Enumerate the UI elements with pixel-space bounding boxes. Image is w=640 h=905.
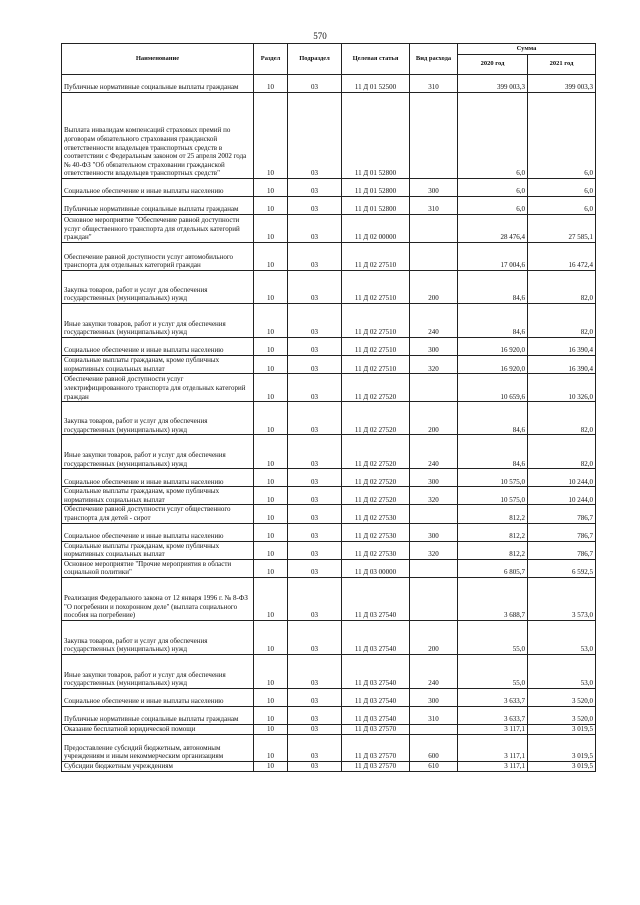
table-row (62, 654, 596, 688)
cell-name: Закупка товаров, работ и услуг для обеспечения государственных (муниципальных) нужд (62, 271, 254, 304)
cell-statya: 11 Д 02 27510 (342, 338, 410, 356)
cell-y1: 17 004,6 (458, 243, 528, 271)
cell-podrazdel: 03 (288, 402, 342, 435)
cell-name: Публичные нормативные социальные выплаты гражданам (62, 197, 254, 215)
cell-razdel: 10 (254, 356, 288, 374)
cell-razdel: 10 (254, 541, 288, 559)
cell-podrazdel: 03 (288, 75, 342, 93)
cell-razdel: 10 (254, 559, 288, 577)
cell-vid (410, 724, 458, 734)
cell-razdel: 10 (254, 304, 288, 338)
header-year-2020: 2020 год (458, 55, 528, 75)
cell-statya: 11 Д 02 00000 (342, 215, 410, 243)
cell-podrazdel: 03 (288, 654, 342, 688)
cell-y2: 16 390,4 (528, 338, 596, 356)
cell-vid (410, 243, 458, 271)
cell-name: Обеспечение равной доступности услуг автомобильного транспорта для отдельных категорий граждан (62, 243, 254, 271)
cell-podrazdel: 03 (288, 356, 342, 374)
cell-y1: 6,0 (458, 93, 528, 179)
table-row (62, 356, 596, 374)
cell-name: Публичные нормативные социальные выплаты гражданам (62, 75, 254, 93)
table-row (62, 243, 596, 271)
cell-y2: 6,0 (528, 197, 596, 215)
cell-vid (410, 93, 458, 179)
table-row (62, 374, 596, 402)
cell-podrazdel: 03 (288, 179, 342, 197)
table-row (62, 402, 596, 435)
cell-y1: 3 117,1 (458, 761, 528, 771)
table-row (62, 304, 596, 338)
cell-podrazdel: 03 (288, 93, 342, 179)
cell-razdel: 10 (254, 688, 288, 706)
cell-name: Обеспечение равной доступности услуг электрифицированного транспорта для отдельных категорий граждан (62, 374, 254, 402)
cell-statya: 11 Д 03 27540 (342, 706, 410, 724)
cell-razdel: 10 (254, 523, 288, 541)
cell-podrazdel: 03 (288, 724, 342, 734)
cell-vid (410, 374, 458, 402)
cell-podrazdel: 03 (288, 706, 342, 724)
table-row (62, 706, 596, 724)
cell-y1: 3 117,1 (458, 734, 528, 761)
cell-name: Выплата инвалидам компенсаций страховых премий по договорам обязательного страхования гражданской ответственности владельцев транспортных средств в соответствии с Федеральным законом от 25 апреля 2002 года № 40-ФЗ "Об обязательном страховании гражданской ответственности владельцев транспортных средств" (62, 93, 254, 179)
cell-name: Иные закупки товаров, работ и услуг для обеспечения государственных (муниципальных) нужд (62, 654, 254, 688)
cell-podrazdel: 03 (288, 469, 342, 487)
cell-statya: 11 Д 01 52800 (342, 93, 410, 179)
cell-y1: 399 003,3 (458, 75, 528, 93)
cell-statya: 11 Д 03 00000 (342, 559, 410, 577)
cell-razdel: 10 (254, 734, 288, 761)
header-year-2021: 2021 год (528, 55, 596, 75)
table-row (62, 435, 596, 469)
cell-y1: 6,0 (458, 197, 528, 215)
cell-razdel: 10 (254, 243, 288, 271)
cell-statya: 11 Д 03 27570 (342, 724, 410, 734)
cell-name: Основное мероприятие "Прочие мероприятия в области социальной политики" (62, 559, 254, 577)
cell-razdel: 10 (254, 706, 288, 724)
cell-y1: 812,2 (458, 505, 528, 523)
cell-razdel: 10 (254, 179, 288, 197)
cell-name: Социальное обеспечение и иные выплаты населению (62, 338, 254, 356)
cell-y2: 3 019,5 (528, 734, 596, 761)
cell-vid: 310 (410, 197, 458, 215)
cell-statya: 11 Д 02 27520 (342, 487, 410, 505)
cell-razdel: 10 (254, 761, 288, 771)
cell-y1: 84,6 (458, 271, 528, 304)
cell-statya: 11 Д 03 27540 (342, 654, 410, 688)
cell-razdel: 10 (254, 654, 288, 688)
table-row (62, 197, 596, 215)
cell-vid: 610 (410, 761, 458, 771)
cell-y1: 10 575,0 (458, 487, 528, 505)
cell-statya: 11 Д 03 27570 (342, 761, 410, 771)
cell-razdel: 10 (254, 620, 288, 654)
cell-vid (410, 215, 458, 243)
table-row (62, 559, 596, 577)
cell-vid: 200 (410, 271, 458, 304)
header-statya: Целевая статья (342, 44, 410, 75)
cell-podrazdel: 03 (288, 559, 342, 577)
cell-y1: 55,0 (458, 654, 528, 688)
cell-razdel: 10 (254, 469, 288, 487)
cell-y2: 399 003,3 (528, 75, 596, 93)
cell-statya: 11 Д 03 27570 (342, 734, 410, 761)
cell-name: Предоставление субсидий бюджетным, автономным учреждениям и иным некоммерческим организациям (62, 734, 254, 761)
cell-statya: 11 Д 02 27520 (342, 435, 410, 469)
cell-podrazdel: 03 (288, 688, 342, 706)
cell-name: Социальные выплаты гражданам, кроме публичных нормативных социальных выплат (62, 541, 254, 559)
cell-name: Публичные нормативные социальные выплаты гражданам (62, 706, 254, 724)
table-row (62, 761, 596, 771)
cell-y2: 6,0 (528, 93, 596, 179)
table-header (62, 44, 596, 75)
cell-name: Иные закупки товаров, работ и услуг для обеспечения государственных (муниципальных) нужд (62, 304, 254, 338)
cell-name: Субсидии бюджетным учреждениям (62, 761, 254, 771)
header-podrazdel: Подраздел (288, 44, 342, 75)
cell-vid: 200 (410, 620, 458, 654)
cell-name: Закупка товаров, работ и услуг для обеспечения государственных (муниципальных) нужд (62, 620, 254, 654)
cell-vid (410, 505, 458, 523)
table-row (62, 215, 596, 243)
cell-y1: 3 688,7 (458, 577, 528, 620)
cell-vid: 300 (410, 179, 458, 197)
cell-y2: 10 244,0 (528, 487, 596, 505)
cell-y1: 3 117,1 (458, 724, 528, 734)
cell-y2: 82,0 (528, 271, 596, 304)
cell-y1: 10 575,0 (458, 469, 528, 487)
cell-podrazdel: 03 (288, 215, 342, 243)
cell-y2: 3 573,0 (528, 577, 596, 620)
cell-statya: 11 Д 02 27530 (342, 523, 410, 541)
cell-vid: 300 (410, 523, 458, 541)
table-row (62, 338, 596, 356)
cell-y2: 3 520,0 (528, 688, 596, 706)
cell-vid: 320 (410, 487, 458, 505)
cell-vid: 320 (410, 541, 458, 559)
cell-y2: 6 592,5 (528, 559, 596, 577)
cell-vid: 240 (410, 654, 458, 688)
cell-vid: 310 (410, 75, 458, 93)
cell-vid: 300 (410, 688, 458, 706)
cell-name: Социальное обеспечение и иные выплаты населению (62, 523, 254, 541)
cell-name: Социальное обеспечение и иные выплаты населению (62, 179, 254, 197)
cell-y2: 53,0 (528, 620, 596, 654)
table-row (62, 487, 596, 505)
cell-y2: 82,0 (528, 402, 596, 435)
cell-statya: 11 Д 03 27540 (342, 688, 410, 706)
cell-statya: 11 Д 02 27510 (342, 356, 410, 374)
header-summa: Сумма (458, 44, 596, 55)
cell-razdel: 10 (254, 338, 288, 356)
cell-statya: 11 Д 02 27530 (342, 541, 410, 559)
cell-razdel: 10 (254, 93, 288, 179)
cell-name: Социальные выплаты гражданам, кроме публичных нормативных социальных выплат (62, 487, 254, 505)
cell-statya: 11 Д 02 27510 (342, 304, 410, 338)
cell-vid: 240 (410, 435, 458, 469)
cell-podrazdel: 03 (288, 374, 342, 402)
cell-statya: 11 Д 02 27530 (342, 505, 410, 523)
cell-razdel: 10 (254, 75, 288, 93)
cell-razdel: 10 (254, 271, 288, 304)
table-row (62, 620, 596, 654)
cell-y2: 27 585,1 (528, 215, 596, 243)
table-row (62, 75, 596, 93)
cell-podrazdel: 03 (288, 577, 342, 620)
cell-razdel: 10 (254, 402, 288, 435)
cell-razdel: 10 (254, 435, 288, 469)
cell-razdel: 10 (254, 724, 288, 734)
table-body (62, 75, 596, 772)
cell-y1: 812,2 (458, 523, 528, 541)
cell-y1: 84,6 (458, 402, 528, 435)
cell-statya: 11 Д 01 52500 (342, 75, 410, 93)
header-name: Наименование (62, 44, 254, 75)
cell-y2: 6,0 (528, 179, 596, 197)
cell-podrazdel: 03 (288, 243, 342, 271)
cell-y1: 812,2 (458, 541, 528, 559)
cell-name: Оказание бесплатной юридической помощи (62, 724, 254, 734)
cell-name: Закупка товаров, работ и услуг для обеспечения государственных (муниципальных) нужд (62, 402, 254, 435)
cell-razdel: 10 (254, 487, 288, 505)
cell-y1: 3 633,7 (458, 706, 528, 724)
cell-y2: 16 390,4 (528, 356, 596, 374)
cell-name: Иные закупки товаров, работ и услуг для обеспечения государственных (муниципальных) нужд (62, 435, 254, 469)
cell-y2: 3 520,0 (528, 706, 596, 724)
cell-name: Социальные выплаты гражданам, кроме публичных нормативных социальных выплат (62, 356, 254, 374)
header-vid: Вид расхода (410, 44, 458, 75)
cell-podrazdel: 03 (288, 271, 342, 304)
cell-y1: 16 920,0 (458, 356, 528, 374)
cell-podrazdel: 03 (288, 761, 342, 771)
cell-y1: 84,6 (458, 435, 528, 469)
cell-podrazdel: 03 (288, 505, 342, 523)
cell-name: Реализация Федерального закона от 12 января 1996 г. № 8-ФЗ "О погребении и похоронном деле" (выплата социального пособия на погребение) (62, 577, 254, 620)
table-row (62, 523, 596, 541)
cell-vid: 300 (410, 338, 458, 356)
cell-vid: 320 (410, 356, 458, 374)
cell-name: Обеспечение равной доступности услуг общественного транспорта для детей - сирот (62, 505, 254, 523)
cell-statya: 11 Д 02 27520 (342, 469, 410, 487)
cell-vid: 300 (410, 469, 458, 487)
cell-y1: 6,0 (458, 179, 528, 197)
cell-y2: 3 019,5 (528, 761, 596, 771)
table-row (62, 505, 596, 523)
cell-vid: 310 (410, 706, 458, 724)
table-row (62, 724, 596, 734)
cell-podrazdel: 03 (288, 487, 342, 505)
cell-vid (410, 559, 458, 577)
page-number: 570 (313, 31, 327, 41)
cell-y2: 786,7 (528, 541, 596, 559)
cell-y1: 28 476,4 (458, 215, 528, 243)
cell-y2: 10 326,0 (528, 374, 596, 402)
cell-razdel: 10 (254, 215, 288, 243)
cell-vid (410, 577, 458, 620)
cell-y2: 16 472,4 (528, 243, 596, 271)
cell-y1: 16 920,0 (458, 338, 528, 356)
cell-y2: 53,0 (528, 654, 596, 688)
cell-statya: 11 Д 03 27540 (342, 620, 410, 654)
cell-podrazdel: 03 (288, 197, 342, 215)
cell-name: Социальное обеспечение и иные выплаты населению (62, 469, 254, 487)
cell-podrazdel: 03 (288, 734, 342, 761)
table-row (62, 179, 596, 197)
table-row (62, 541, 596, 559)
header-razdel: Раздел (254, 44, 288, 75)
cell-y2: 82,0 (528, 435, 596, 469)
cell-podrazdel: 03 (288, 304, 342, 338)
table-row (62, 93, 596, 179)
cell-y2: 786,7 (528, 523, 596, 541)
cell-y2: 10 244,0 (528, 469, 596, 487)
cell-y1: 55,0 (458, 620, 528, 654)
cell-y2: 786,7 (528, 505, 596, 523)
cell-y2: 3 019,5 (528, 724, 596, 734)
cell-statya: 11 Д 03 27540 (342, 577, 410, 620)
cell-vid: 200 (410, 402, 458, 435)
cell-statya: 11 Д 02 27510 (342, 243, 410, 271)
cell-podrazdel: 03 (288, 620, 342, 654)
cell-podrazdel: 03 (288, 523, 342, 541)
cell-razdel: 10 (254, 577, 288, 620)
table-row (62, 688, 596, 706)
cell-statya: 11 Д 02 27510 (342, 271, 410, 304)
budget-table (61, 43, 596, 772)
cell-vid: 240 (410, 304, 458, 338)
cell-statya: 11 Д 01 52800 (342, 179, 410, 197)
cell-y1: 6 805,7 (458, 559, 528, 577)
cell-name: Социальное обеспечение и иные выплаты населению (62, 688, 254, 706)
table-row (62, 271, 596, 304)
cell-statya: 11 Д 02 27520 (342, 402, 410, 435)
cell-podrazdel: 03 (288, 338, 342, 356)
cell-y2: 82,0 (528, 304, 596, 338)
cell-podrazdel: 03 (288, 541, 342, 559)
cell-y1: 3 633,7 (458, 688, 528, 706)
cell-razdel: 10 (254, 197, 288, 215)
cell-y1: 10 659,6 (458, 374, 528, 402)
cell-name: Основное мероприятие "Обеспечение равной доступности услуг общественного транспорта для отдельных категорий граждан" (62, 215, 254, 243)
table-row (62, 469, 596, 487)
cell-razdel: 10 (254, 374, 288, 402)
cell-razdel: 10 (254, 505, 288, 523)
cell-statya: 11 Д 01 52800 (342, 197, 410, 215)
cell-statya: 11 Д 02 27520 (342, 374, 410, 402)
cell-vid: 600 (410, 734, 458, 761)
cell-y1: 84,6 (458, 304, 528, 338)
cell-podrazdel: 03 (288, 435, 342, 469)
table-row (62, 577, 596, 620)
table-row (62, 734, 596, 761)
